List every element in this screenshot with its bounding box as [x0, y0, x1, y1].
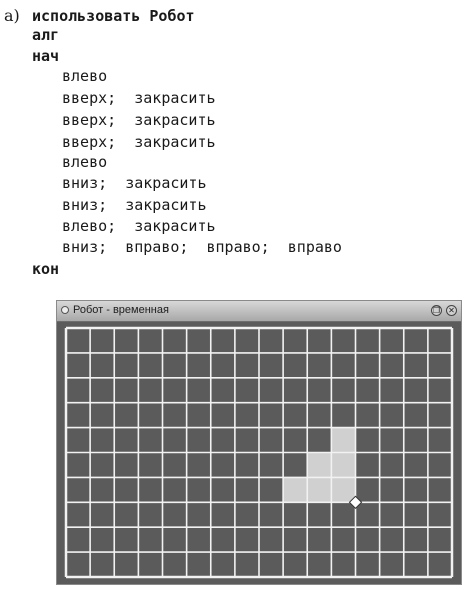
- painted-cell: [331, 453, 355, 478]
- code-line: вверх; закрасить: [62, 133, 216, 151]
- close-icon[interactable]: ✕: [446, 305, 457, 316]
- end-keyword: кон: [32, 260, 60, 278]
- code-line: влево: [62, 67, 108, 85]
- code-line: вниз; вправо; вправо; вправо: [62, 238, 342, 256]
- robot-field: [58, 322, 460, 583]
- code-line: вниз; закрасить: [62, 196, 207, 214]
- painted-cell: [331, 477, 355, 502]
- window-title: Робот - временная: [73, 304, 169, 316]
- code-line: вверх; закрасить: [62, 89, 216, 107]
- restore-icon[interactable]: ❐: [432, 306, 441, 315]
- window-menu-icon[interactable]: [61, 306, 69, 314]
- code-line: вверх; закрасить: [62, 111, 216, 129]
- field-grid: [58, 322, 460, 583]
- code-line: влево: [62, 153, 108, 171]
- alg-keyword: алг: [32, 26, 60, 44]
- begin-keyword: нач: [32, 47, 60, 65]
- painted-cell: [283, 477, 307, 502]
- problem-label: а): [4, 6, 20, 25]
- window-titlebar[interactable]: [57, 301, 461, 322]
- painted-cell: [307, 477, 331, 502]
- painted-cell: [331, 428, 355, 453]
- painted-cell: [307, 453, 331, 478]
- code-line: влево; закрасить: [62, 217, 216, 235]
- code-line: вниз; закрасить: [62, 174, 207, 192]
- use-robot-line: использовать Робот: [32, 7, 195, 25]
